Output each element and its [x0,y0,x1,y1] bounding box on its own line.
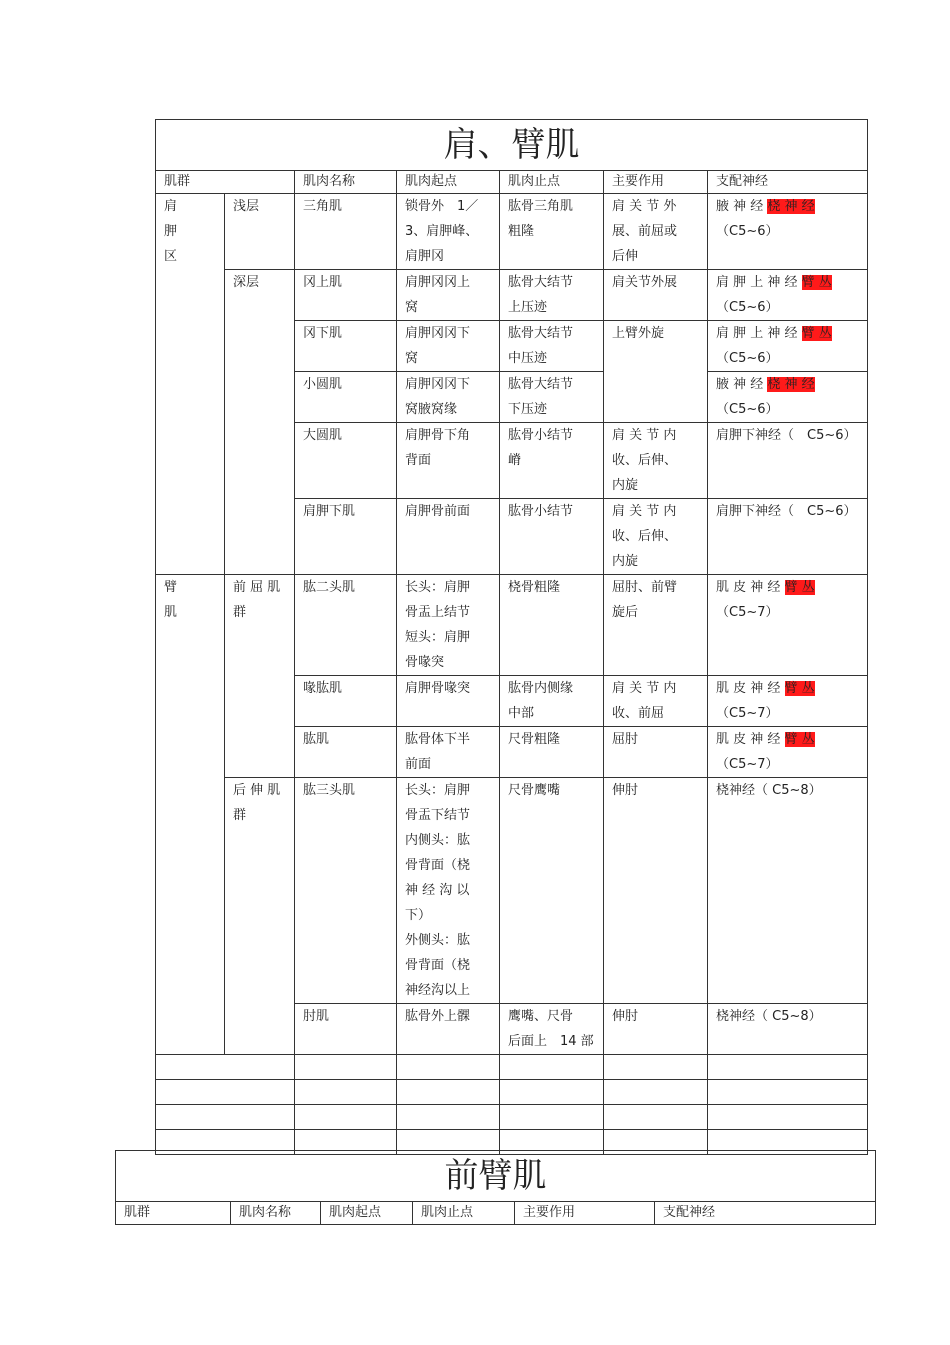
header-muscle-group: 肌群 [156,171,295,194]
origin-cell: 肱骨体下半 前面 [397,727,500,778]
insertion-cell: 尺骨粗隆 [500,727,604,778]
highlight-mark: 桡 神 经 [767,199,815,214]
action-cell: 肩 关 节 外 展、前屈或 后伸 [604,194,708,270]
nerve-cell: 肩 胛 上 神 经 臂 丛 （C5~6） [708,321,868,372]
highlight-mark: 臂 丛 [784,681,815,696]
muscle-name: 喙肱肌 [295,676,397,727]
layer-deep: 深层 [225,270,295,575]
empty-row [156,1055,868,1080]
table-header-row [116,1202,876,1225]
nerve-cell: 肌 皮 神 经 臂 丛 （C5~7） [708,676,868,727]
insertion-cell: 肱骨内侧缘 中部 [500,676,604,727]
action-cell: 肩 关 节 内 收、后伸、 内旋 [604,499,708,575]
layer-posterior-extensors: 后 伸 肌 群 [225,778,295,1055]
layer-shallow: 浅层 [225,194,295,270]
action-cell: 伸肘 [604,778,708,1004]
insertion-cell: 桡骨粗隆 [500,575,604,676]
origin-cell: 锁骨外 1／ 3、肩胛峰、 肩胛冈 [397,194,500,270]
nerve-cell: 肩胛下神经（ C5~6） [708,499,868,575]
table-row [156,778,868,1004]
group-shoulder-region: 肩 胛 区 [156,194,225,575]
empty-row [156,1105,868,1130]
highlight-mark: 臂 丛 [801,326,832,341]
empty-row [156,1080,868,1105]
origin-cell: 肩胛冈冈上 窝 [397,270,500,321]
header-action: 主要作用 [515,1202,655,1225]
insertion-cell: 肱骨小结节 [500,499,604,575]
nerve-cell: 腋 神 经 桡 神 经 （C5~6） [708,372,868,423]
header-nerve: 支配神经 [708,171,868,194]
action-cell: 屈肘、前臂 旋后 [604,575,708,676]
muscle-name: 肱肌 [295,727,397,778]
highlight-mark: 桡 神 经 [767,377,815,392]
header-nerve: 支配神经 [655,1202,876,1225]
nerve-cell: 肩胛下神经（ C5~6） [708,423,868,499]
header-muscle-name: 肌肉名称 [231,1202,321,1225]
muscle-name: 冈下肌 [295,321,397,372]
highlight-mark: 臂 丛 [784,580,815,595]
origin-cell: 肩胛骨喙突 [397,676,500,727]
table-header-row [156,171,868,194]
action-cell: 肩关节外展 [604,270,708,321]
layer-anterior-flexors: 前 屈 肌 群 [225,575,295,778]
nerve-cell: 肩 胛 上 神 经 臂 丛 （C5~6） [708,270,868,321]
action-cell: 肩 关 节 内 收、后伸、 内旋 [604,423,708,499]
muscle-name: 肱二头肌 [295,575,397,676]
origin-cell: 肩胛冈冈下 窝 [397,321,500,372]
forearm-muscle-table [115,1150,876,1225]
table-title: 肩、臂肌 [156,120,868,171]
muscle-name: 小圆肌 [295,372,397,423]
action-cell: 肩 关 节 内 收、前屈 [604,676,708,727]
origin-cell: 肩胛冈冈下 窝腋窝缘 [397,372,500,423]
action-cell: 上臂外旋 [604,321,708,423]
header-insertion: 肌肉止点 [500,171,604,194]
header-muscle-group: 肌群 [116,1202,231,1225]
nerve-cell: 肌 皮 神 经 臂 丛 （C5~7） [708,727,868,778]
muscle-name: 肩胛下肌 [295,499,397,575]
muscle-name: 三角肌 [295,194,397,270]
table-row [156,270,868,321]
muscle-name: 肘肌 [295,1004,397,1055]
origin-cell: 肩胛骨下角 背面 [397,423,500,499]
insertion-cell: 鹰嘴、尺骨 后面上 14 部 [500,1004,604,1055]
insertion-cell: 肱骨大结节 中压迹 [500,321,604,372]
origin-cell: 肩胛骨前面 [397,499,500,575]
shoulder-arm-muscle-table [155,119,868,1155]
table-title: 前臂肌 [116,1151,876,1202]
origin-cell: 长头：肩胛 骨盂上结节 短头：肩胛 骨喙突 [397,575,500,676]
header-origin: 肌肉起点 [321,1202,413,1225]
nerve-cell: 肌 皮 神 经 臂 丛 （C5~7） [708,575,868,676]
nerve-cell: 桡神经（ C5~8） [708,1004,868,1055]
header-insertion: 肌肉止点 [413,1202,515,1225]
group-arm: 臂 肌 [156,575,225,1055]
origin-cell: 肱骨外上髁 [397,1004,500,1055]
insertion-cell: 肱骨小结节 嵴 [500,423,604,499]
insertion-cell: 肱骨大结节 上压迹 [500,270,604,321]
header-action: 主要作用 [604,171,708,194]
muscle-name: 冈上肌 [295,270,397,321]
header-muscle-name: 肌肉名称 [295,171,397,194]
origin-cell: 长头：肩胛 骨盂下结节 内侧头：肱 骨背面（桡 神 经 沟 以 下） 外侧头：肱 骨背面（桡 神经沟以上 [397,778,500,1004]
highlight-mark: 臂 丛 [784,732,815,747]
action-cell: 屈肘 [604,727,708,778]
action-cell: 伸肘 [604,1004,708,1055]
table-row [156,575,868,676]
insertion-cell: 尺骨鹰嘴 [500,778,604,1004]
muscle-name: 肱三头肌 [295,778,397,1004]
insertion-cell: 肱骨三角肌 粗隆 [500,194,604,270]
insertion-cell: 肱骨大结节 下压迹 [500,372,604,423]
highlight-mark: 臂 丛 [801,275,832,290]
nerve-cell: 桡神经（ C5~8） [708,778,868,1004]
header-origin: 肌肉起点 [397,171,500,194]
muscle-name: 大圆肌 [295,423,397,499]
nerve-cell: 腋 神 经 桡 神 经 （C5~6） [708,194,868,270]
table-row [156,194,868,270]
